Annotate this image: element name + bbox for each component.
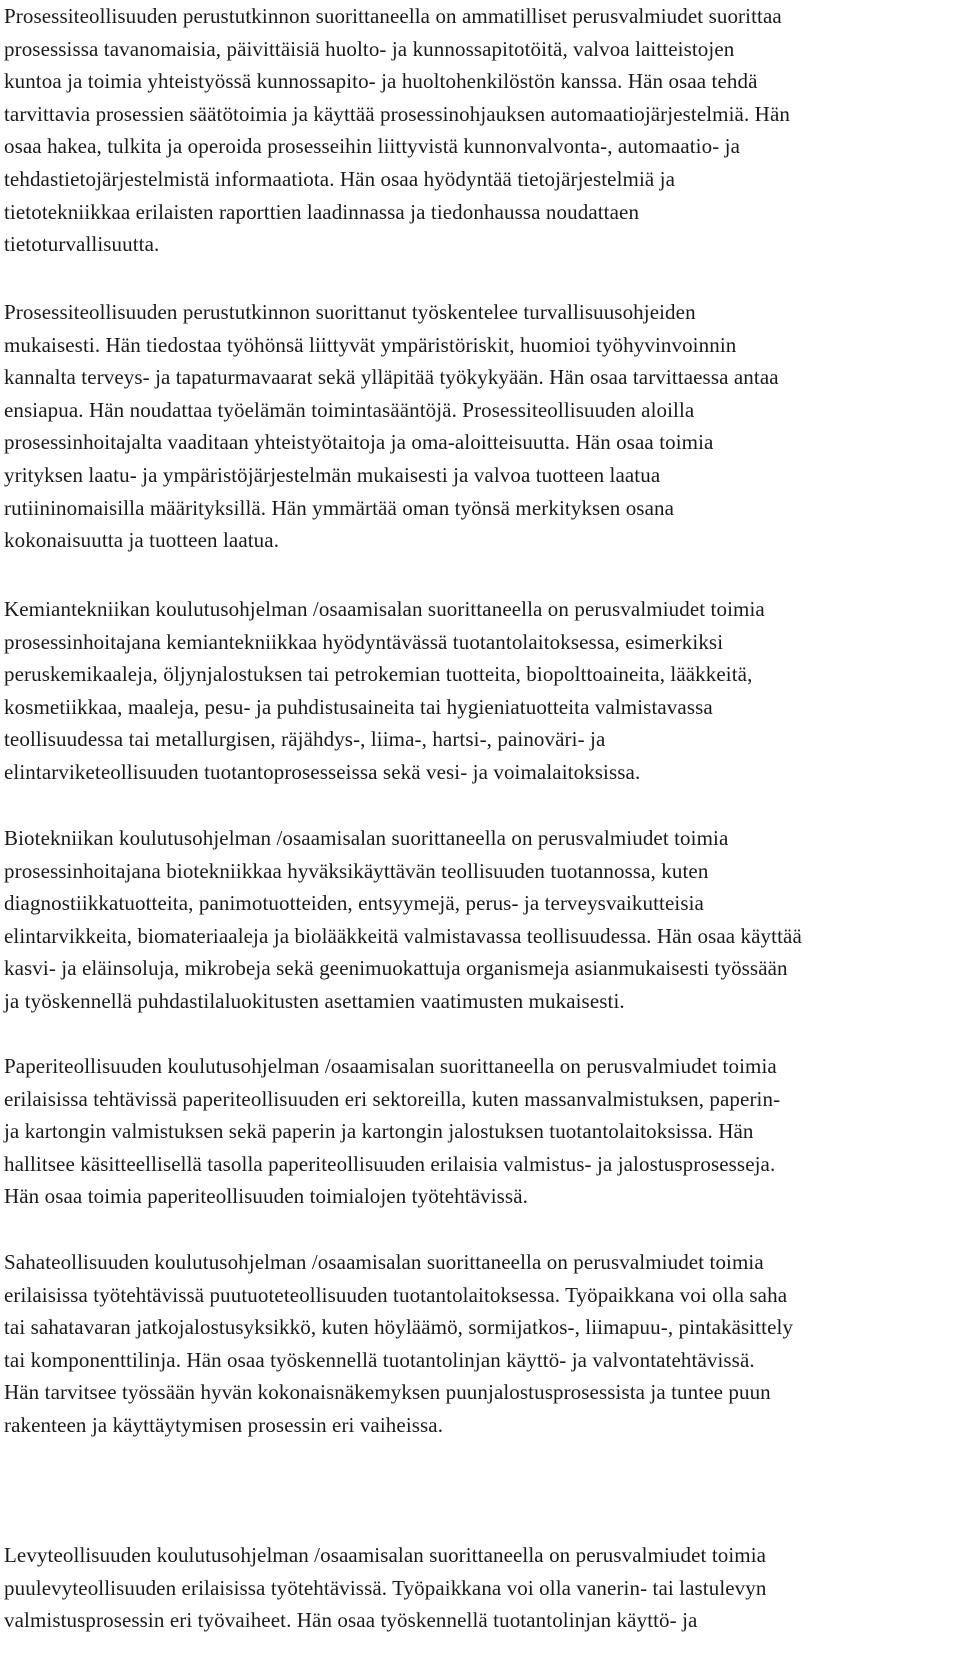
text-line: Levyteollisuuden koulutusohjelman /osaamisalan suorittaneella on perusvalmiudet toimia <box>4 1543 767 1567</box>
text-line: tai sahatavaran jatkojalostusyksikkö, kuten höyläämö, sormijatkos-, liimapuu-, pintakäsittely <box>4 1315 794 1340</box>
text-line: rutiininomaisilla määrityksillä. Hän ymmärtää oman työnsä merkityksen osana <box>4 495 675 520</box>
text-line: Biotekniikan koulutusohjelman /osaamisalan suorittaneella on perusvalmiudet toimia <box>4 826 729 850</box>
text-line: yrityksen laatu- ja ympäristöjärjestelmän mukaisesti ja valvoa tuotteen laatua <box>4 462 661 487</box>
text-line: tehdastietojärjestelmistä informaatiota. Hän osaa hyödyntää tietojärjestelmiä ja <box>4 166 676 191</box>
text-line: prosessinhoitajana kemiantekniikkaa hyödyntävässä tuotantolaitoksessa, esimerkiksi <box>4 629 724 654</box>
text-line: tai komponenttilinja. Hän osaa työskennellä tuotantolinjan käyttö- ja valvontatehtävissä. <box>4 1347 755 1372</box>
text-line: prosessinhoitajalta vaaditaan yhteistyötaitoja ja oma-aloitteisuutta. Hän osaa toimia <box>4 430 714 455</box>
text-line: Hän tarvitsee työssään hyvän kokonaisnäkemyksen puunjalostusprosessista ja tuntee puun <box>4 1380 771 1405</box>
text-line: kasvi- ja eläinsoluja, mikrobeja sekä geenimuokattuja organismeja asianmukaisesti työssään <box>4 956 788 981</box>
text-line: Sahateollisuuden koulutusohjelman /osaamisalan suorittaneella on perusvalmiudet toimia <box>4 1250 764 1274</box>
text-line: Kemiantekniikan koulutusohjelman /osaamisalan suorittaneella on perusvalmiudet toimia <box>4 597 765 621</box>
text-line: mukaisesti. Hän tiedostaa työhönsä liittyvät ympäristöriskit, huomioi työhyvinvoinnin <box>4 332 737 357</box>
paragraph-process-industry-basic-skills <box>4 0 790 261</box>
paragraph-board-industry <box>4 1539 767 1637</box>
text-line: puulevyteollisuuden erilaisissa työtehtävissä. Työpaikkana voi olla vanerin- tai lastulevyn <box>4 1575 767 1600</box>
text-line: rakenteen ja käyttäytymisen prosessin eri vaiheissa. <box>4 1412 444 1437</box>
text-line: hallitsee käsitteellisellä tasolla paperiteollisuuden erilaisia valmistus- ja jalostusprosesseja. <box>4 1151 776 1176</box>
text-line: diagnostiikkatuotteita, panimotuotteiden, entsyymejä, perus- ja terveysvaikutteisia <box>4 891 704 916</box>
text-line: ensiapua. Hän noudattaa työelämän toimintasääntöjä. Prosessiteollisuuden aloilla <box>4 397 695 422</box>
text-line: ja kartongin valmistuksen sekä paperin ja kartongin jalostuksen tuotantolaitoksissa. Hän <box>4 1119 754 1144</box>
text-line: teollisuudessa tai metallurgisen, räjähdys-, liima-, hartsi-, painoväri- ja <box>4 727 606 752</box>
text-line: tarvittavia prosessien säätötoimia ja käyttää prosessinohjauksen automaatiojärjestelmiä. Hän <box>4 101 790 126</box>
text-line: erilaisissa työtehtävissä puutuoteteollisuuden tuotantolaitoksessa. Työpaikkana voi olla saha <box>4 1282 788 1307</box>
text-line: kosmetiikkaa, maaleja, pesu- ja puhdistusaineita tai hygieniatuotteita valmistavassa <box>4 694 713 719</box>
text-line: valmistusprosessin eri työvaiheet. Hän osaa työskennellä tuotantolinjan käyttö- ja <box>4 1608 698 1633</box>
text-line: ja työskennellä puhdastilaluokitusten asettamien vaatimusten mukaisesti. <box>4 988 625 1013</box>
paragraph-chemical-engineering <box>4 593 765 789</box>
text-line: tietotekniikkaa erilaisten raporttien laadinnassa ja tiedonhaussa noudattaen <box>4 199 640 224</box>
text-line: Prosessiteollisuuden perustutkinnon suorittanut työskentelee turvallisuusohjeiden <box>4 300 696 324</box>
text-line: tietoturvallisuutta. <box>4 232 160 257</box>
text-line: osaa hakea, tulkita ja operoida prosesseihin liittyvistä kunnonvalvonta-, automaatio- ja <box>4 134 741 159</box>
paragraph-safety-and-quality <box>4 296 779 557</box>
text-line: kannalta terveys- ja tapaturmavaarat sekä ylläpitää työkykyään. Hän osaa tarvittaessa antaa <box>4 365 779 390</box>
text-line: prosessinhoitajana biotekniikkaa hyväksikäyttävän teollisuuden tuotannossa, kuten <box>4 858 709 883</box>
text-line: elintarviketeollisuuden tuotantoprosesseissa sekä vesi- ja voimalaitoksissa. <box>4 759 641 784</box>
paragraph-biotechnology <box>4 822 802 1018</box>
text-line: erilaisissa tehtävissä paperiteollisuuden eri sektoreilla, kuten massanvalmistuksen, paperin- <box>4 1086 781 1111</box>
text-line: Paperiteollisuuden koulutusohjelman /osaamisalan suorittaneella on perusvalmiudet toimia <box>4 1054 777 1078</box>
text-line: peruskemikaaleja, öljynjalostuksen tai petrokemian tuotteita, biopolttoaineita, lääkkeitä, <box>4 662 753 687</box>
text-line: Prosessiteollisuuden perustutkinnon suorittaneella on ammatilliset perusvalmiudet suorittaa <box>4 4 782 28</box>
paragraph-paper-industry <box>4 1050 780 1213</box>
text-line: elintarvikkeita, biomateriaaleja ja biolääkkeitä valmistavassa teollisuudessa. Hän osaa käyttää <box>4 923 802 948</box>
paragraph-sawmill-industry <box>4 1246 793 1442</box>
text-line: kokonaisuutta ja tuotteen laatua. <box>4 528 280 553</box>
text-line: Hän osaa toimia paperiteollisuuden toimialojen työtehtävissä. <box>4 1184 528 1209</box>
text-line: kuntoa ja toimia yhteistyössä kunnossapito- ja huoltohenkilöstön kanssa. Hän osaa tehdä <box>4 69 758 94</box>
text-line: prosessissa tavanomaisia, päivittäisiä huolto- ja kunnossapitotöitä, valvoa laitteistojen <box>4 36 735 61</box>
